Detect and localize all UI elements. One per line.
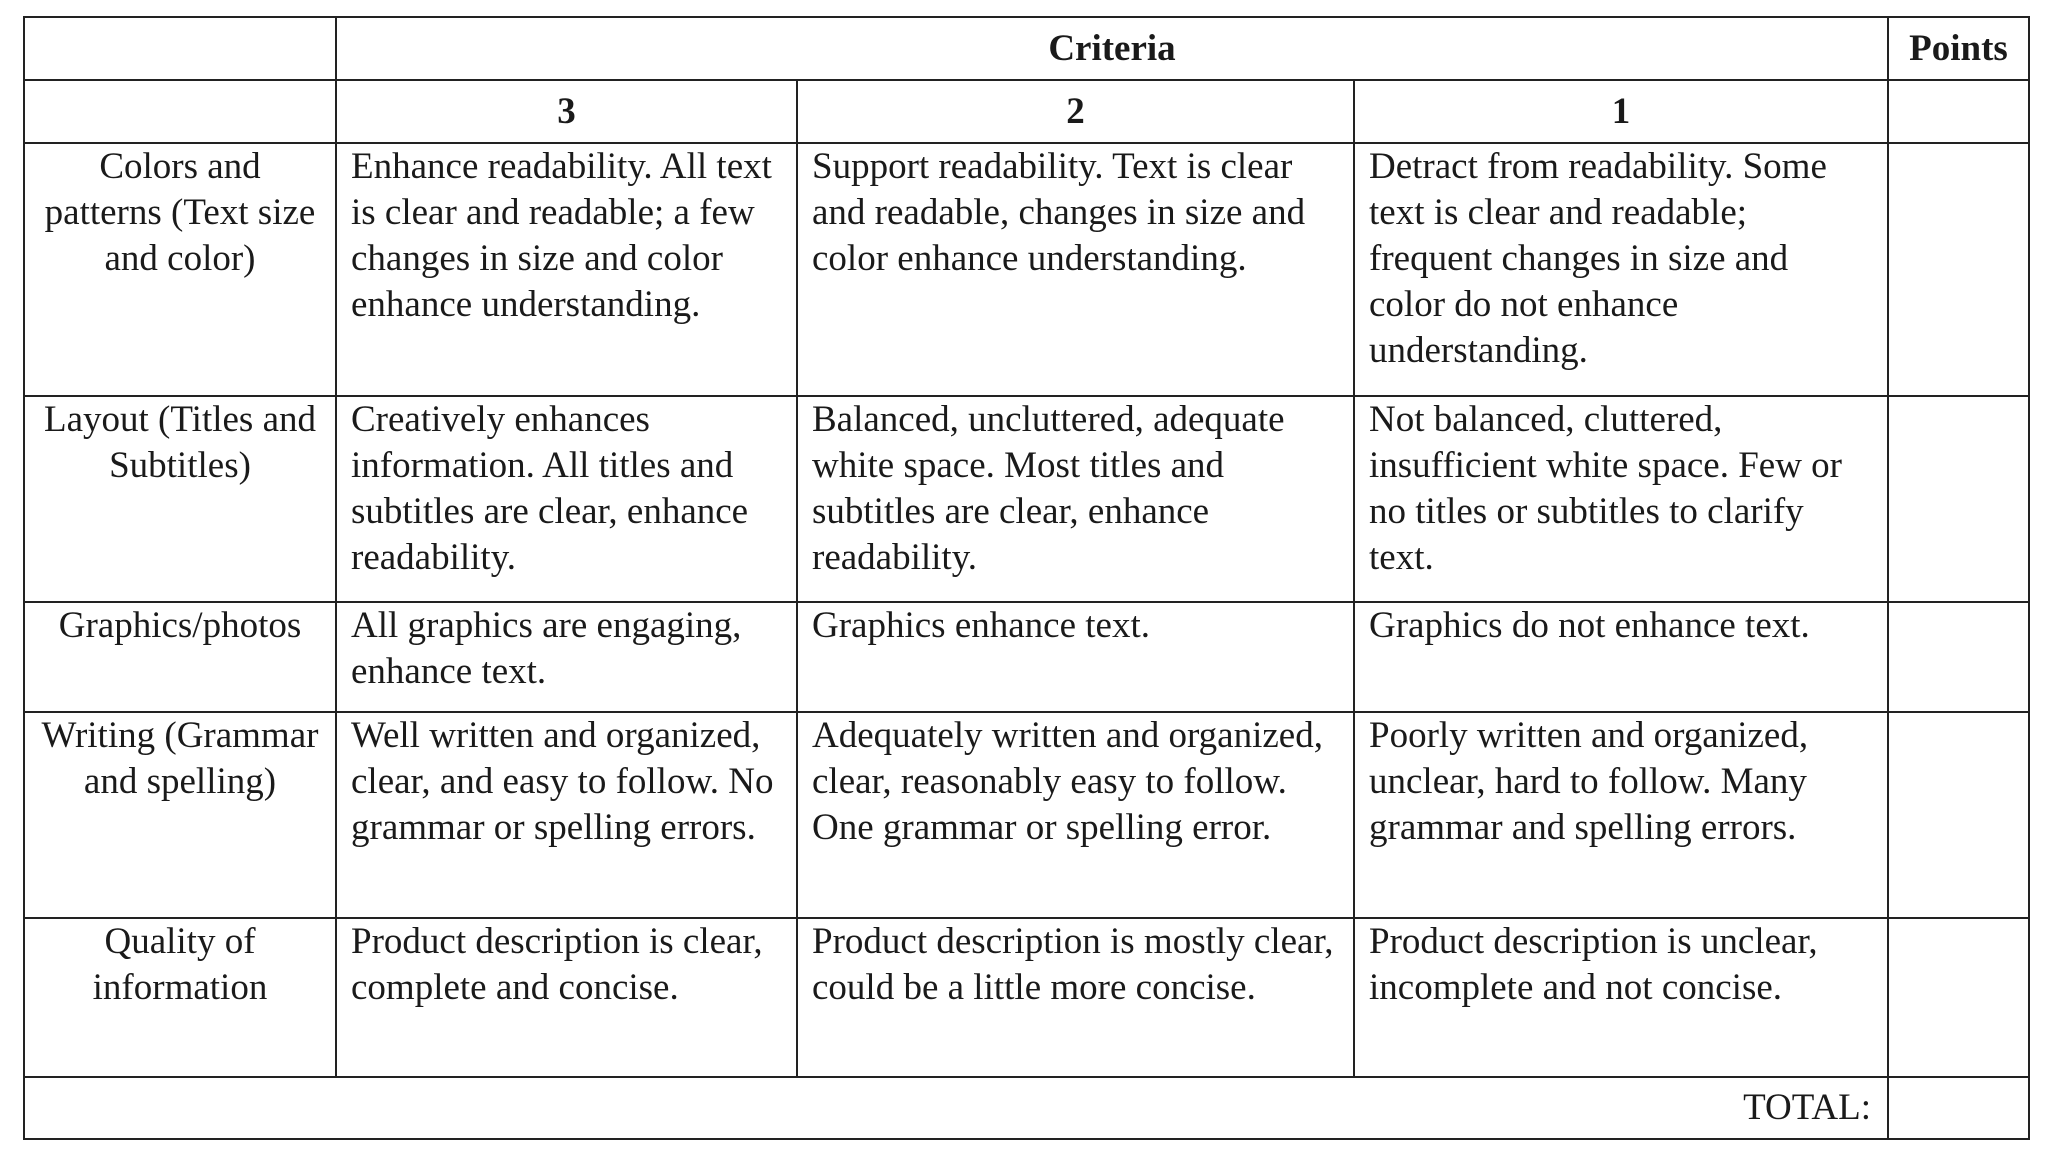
table-row — [24, 602, 2029, 712]
table-row — [24, 143, 2029, 396]
level-2-cell: Graphics enhance text. — [797, 602, 1354, 712]
level-2-cell: Product description is mostly clear, could be a little more concise. — [797, 918, 1354, 1077]
level-3-cell: Creatively enhances information. All titles and subtitles are clear, enhance readability. — [336, 396, 797, 602]
points-cell[interactable] — [1888, 918, 2029, 1077]
level-3-cell: Enhance readability. All text is clear and readable; a few changes in size and color enhance understanding. — [336, 143, 797, 396]
rubric-table — [23, 16, 2030, 1140]
level-2-cell: Balanced, uncluttered, adequate white space. Most titles and subtitles are clear, enhance readability. — [797, 396, 1354, 602]
level-1-cell: Poorly written and organized, unclear, hard to follow. Many grammar and spelling errors. — [1354, 712, 1888, 918]
header-row-levels — [24, 80, 2029, 143]
level-3-header: 3 — [336, 80, 797, 143]
total-points-cell[interactable] — [1888, 1077, 2029, 1139]
level-2-cell: Support readability. Text is clear and readable, changes in size and color enhance understanding. — [797, 143, 1354, 396]
level-2-header: 2 — [797, 80, 1354, 143]
level-1-cell: Not balanced, cluttered, insufficient white space. Few or no titles or subtitles to clarify text. — [1354, 396, 1888, 602]
level-3-cell: Product description is clear, complete and concise. — [336, 918, 797, 1077]
level-3-cell: All graphics are engaging, enhance text. — [336, 602, 797, 712]
total-row — [24, 1077, 2029, 1139]
level-2-cell: Adequately written and organized, clear, reasonably easy to follow. One grammar or spelling error. — [797, 712, 1354, 918]
row-label: Graphics/photos — [24, 602, 336, 712]
table-row — [24, 712, 2029, 918]
points-cell[interactable] — [1888, 602, 2029, 712]
header-row-criteria — [24, 17, 2029, 80]
total-label: TOTAL: — [24, 1077, 1888, 1139]
table-row — [24, 918, 2029, 1077]
points-cell[interactable] — [1888, 712, 2029, 918]
level-1-header: 1 — [1354, 80, 1888, 143]
row-label: Layout (Titles and Subtitles) — [24, 396, 336, 602]
points-blank-header — [1888, 80, 2029, 143]
level-3-cell: Well written and organized, clear, and easy to follow. No grammar or spelling errors. — [336, 712, 797, 918]
row-label: Colors and patterns (Text size and color) — [24, 143, 336, 396]
row-label: Writing (Grammar and spelling) — [24, 712, 336, 918]
level-1-cell: Detract from readability. Some text is clear and readable; frequent changes in size and color do not enhance understanding. — [1354, 143, 1888, 396]
table-row — [24, 396, 2029, 602]
level-1-cell: Product description is unclear, incomplete and not concise. — [1354, 918, 1888, 1077]
criteria-header: Criteria — [336, 17, 1888, 80]
header-blank-cell — [24, 80, 336, 143]
points-cell[interactable] — [1888, 143, 2029, 396]
row-label: Quality of information — [24, 918, 336, 1077]
header-corner-cell — [24, 17, 336, 80]
level-1-cell: Graphics do not enhance text. — [1354, 602, 1888, 712]
points-header: Points — [1888, 17, 2029, 80]
points-cell[interactable] — [1888, 396, 2029, 602]
